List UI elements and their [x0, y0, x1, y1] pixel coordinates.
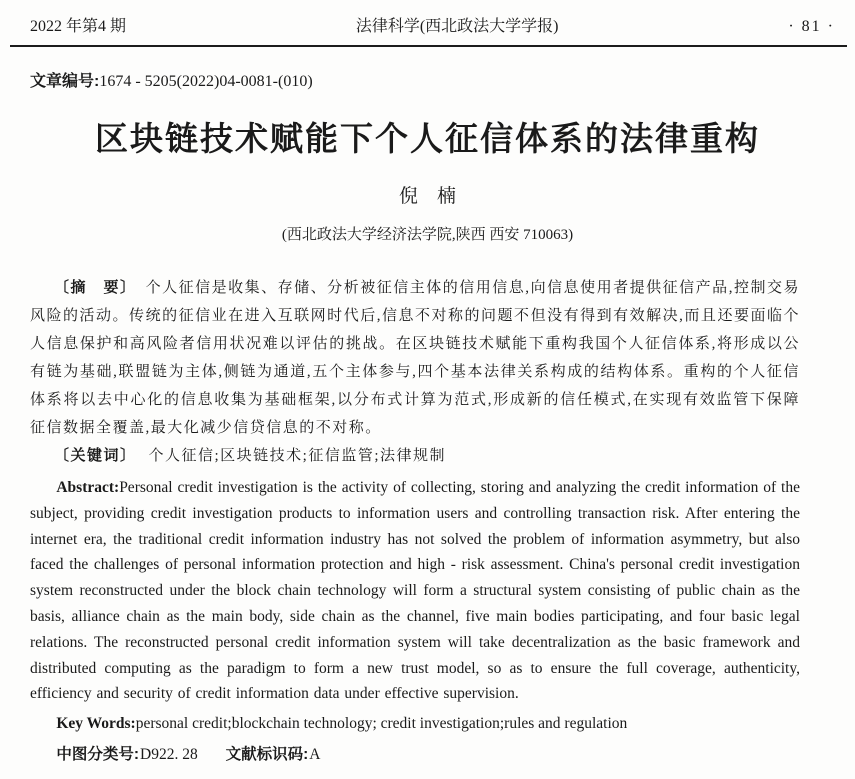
abstract-en-text: Personal credit investigation is the activity of collecting, storing and analyzing the credit information of the subject, providing credit investigation products to information users and controlling transaction risk. After entering the internet era, the traditional credit information industry has not solved the problem of information asymmetry, but also faced the challenges of personal information protection and high - risk assessment. China's personal credit investigation system reconstructed under the block chain technology will form a structural system consisting of public chain as the basis, alliance chain as the main body, side chain as the channel, five main bodies participating, and four basic legal relations. The reconstructed personal credit information system will take decentralization as the basic framework and distributed computing as the paradigm to form a new trust model, so as to ensure the full coverage, authenticity, efficiency and security of credit information data under effective supervision. [30, 479, 800, 703]
header-page-number: · 81 · [788, 18, 835, 35]
keywords-en-line [30, 712, 800, 736]
abstract-en-paragraph [30, 475, 800, 707]
keywords-zh-line [30, 442, 800, 470]
abstract-zh-label: 〔摘 要〕 [54, 279, 137, 296]
article-number-line [30, 68, 800, 91]
header-issue: 2022 年第4 期 [30, 18, 127, 35]
keywords-zh-text: 个人征信;区块链技术;征信监管;法律规制 [148, 448, 447, 464]
keywords-en-label: Key Words: [56, 715, 136, 733]
running-head [0, 0, 855, 36]
article-number-label: 文章编号: [30, 73, 100, 90]
keywords-en-text: personal credit;blockchain technology; credit investigation;rules and regulation [135, 715, 628, 733]
abstract-en-label: Abstract: [56, 479, 120, 496]
article-title: 区块链技术赋能下个人征信体系的法律重构 [95, 122, 760, 158]
doc-code-label: 文献标识码: [225, 746, 309, 764]
article-number-value: 1674 - 5205(2022)04-0081-(010) [99, 73, 313, 90]
abstract-zh-text: 个人征信是收集、存储、分析被征信主体的信用信息,向信息使用者提供征信产品,控制交易风险的活动。传统的征信业在进入互联网时代后,信息不对称的问题不但没有得到有效解决,而且还要面临个人信息保护和高风险者信用状况难以评估的挑战。在区块链技术赋能下重构我国个人征信体系,将形成以公有链为基础,联盟链为主体,侧链为通道,五个主体参与,四个基本法律关系构成的结构体系。重构的个人征信体系将以去中心化的信息收集为基础框架,以分布式计算为范式,形成新的信任模式,在实现有效监管下保障征信数据全覆盖,最大化减少信贷信息的不对称。 [30, 280, 800, 436]
abstract-zh-paragraph [30, 274, 800, 442]
header-journal-title: 法律科学(西北政法大学学报) [355, 18, 559, 35]
doc-code-value: A [309, 746, 321, 764]
article-author: 倪 楠 [398, 186, 456, 207]
header-divider [10, 45, 847, 47]
keywords-zh-label: 〔关键词〕 [54, 447, 137, 464]
article-affiliation: (西北政法大学经济法学院,陕西 西安 710063) [281, 227, 574, 243]
clc-value: D922. 28 [140, 746, 198, 764]
clc-label: 中图分类号: [56, 746, 140, 764]
classification-line [30, 743, 800, 767]
